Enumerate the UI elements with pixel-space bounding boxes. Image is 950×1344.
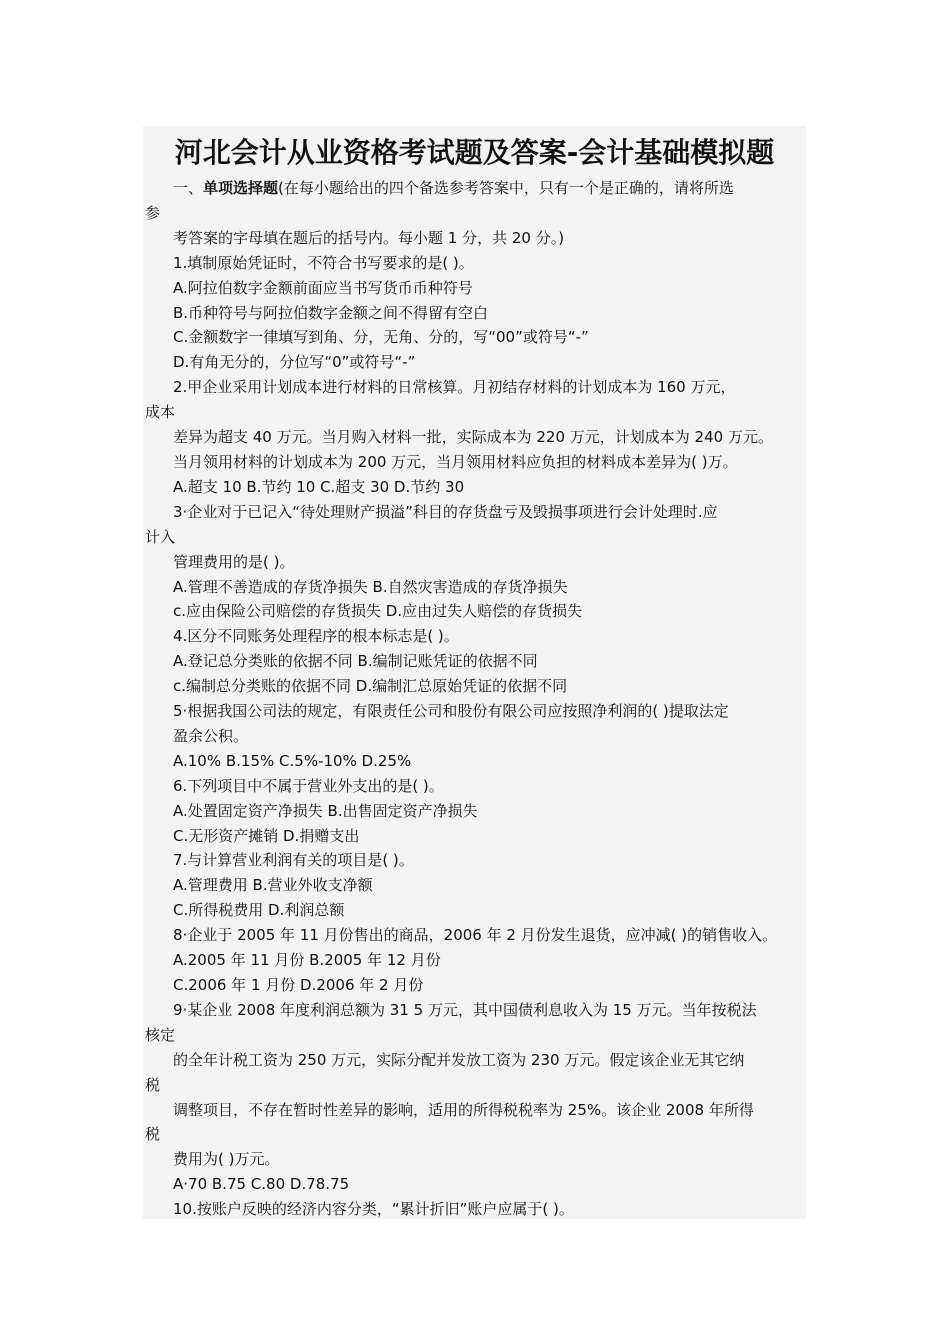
section-instruction: (在每小题给出的四个备选参考答案中，只有一个是正确的，请将所选 — [278, 179, 734, 197]
text-line: 调整项目，不存在暂时性差异的影响，适用的所得税税率为 25%。该企业 2008 年所得 — [173, 1100, 754, 1119]
text-line: C.金额数字一律填写到角、分，无角、分的，写“00”或符号“-” — [173, 328, 589, 347]
text-line: C.2006 年 1 月份 D.2006 年 2 月份 — [173, 976, 424, 994]
text-line: 7.与计算营业利润有关的项目是( )。 — [173, 851, 414, 870]
text-line: A.2005 年 11 月份 B.2005 年 12 月份 — [173, 951, 441, 970]
text-line: A.阿拉伯数字金额前面应当书写货币币种符号 — [173, 278, 473, 297]
text-line: 5·根据我国公司法的规定，有限责任公司和股份有限公司应按照净利润的( )提取法定 — [173, 702, 729, 721]
text-line: A·70 B.75 C.80 D.78.75 — [173, 1175, 350, 1194]
text-line: 的全年计税工资为 250 万元，实际分配并发放工资为 230 万元。假定该企业无其它纳 — [173, 1050, 745, 1069]
text-line: 10.按账户反映的经济内容分类，“累计折旧”账户应属于( )。 — [173, 1200, 574, 1219]
section-prefix: 一、 — [173, 179, 204, 197]
text-line: c.应由保险公司赔偿的存货损失 D.应由过失人赔偿的存货损失 — [173, 602, 583, 621]
text-line: A.10% B.15% C.5%-10% D.25% — [173, 751, 412, 770]
text-line: 2.甲企业采用计划成本进行材料的日常核算。月初结存材料的计划成本为 160 万元， — [173, 378, 736, 397]
text-line: D.有角无分的，分位写“0”或符号“-” — [173, 353, 416, 372]
section-type-label: 单项选择题 — [203, 179, 279, 197]
text-line: 6.下列项目中不属于营业外支出的是( )。 — [173, 776, 444, 795]
text-line: 当月领用材料的计划成本为 200 万元，当月领用材料应负担的材料成本差异为( )万。 — [173, 452, 738, 471]
document-body — [145, 176, 821, 1222]
text-line: c.编制总分类账的依据不同 D.编制汇总原始凭证的依据不同 — [173, 677, 568, 696]
text-line: 4.区分不同账务处理程序的根本标志是( )。 — [173, 627, 459, 646]
text-line: 3·企业对于已记入“待处理财产损溢”科目的存货盘亏及毁损事项进行会计处理时.应 — [173, 502, 718, 521]
text-line: 1.填制原始凭证时，不符合书写要求的是( )。 — [173, 253, 474, 272]
text-line: 费用为( )万元。 — [173, 1150, 280, 1169]
text-line: 计入 — [145, 527, 176, 546]
text-line: A.登记总分类账的依据不同 B.编制记账凭证的依据不同 — [173, 652, 538, 671]
text-line: 差异为超支 40 万元。当月购入材料一批，实际成本为 220 万元，计划成本为 240 万元。 — [173, 428, 773, 447]
text-line: 管理费用的是( )。 — [173, 552, 295, 571]
text-line: 税 — [145, 1075, 161, 1094]
document-title: 河北会计从业资格考试题及答案-会计基础模拟题 — [174, 136, 775, 169]
text-line: C.无形资产摊销 D.捐赠支出 — [173, 826, 360, 845]
text-line: 成本 — [145, 403, 176, 422]
text-line: B.币种符号与阿拉伯数字金额之间不得留有空白 — [173, 303, 489, 322]
text-line: A.管理不善造成的存货净损失 B.自然灾害造成的存货净损失 — [173, 577, 568, 596]
section-heading — [145, 176, 821, 201]
text-line: 税 — [145, 1125, 161, 1144]
text-line: 核定 — [145, 1025, 176, 1044]
text-line: A.管理费用 B.营业外收支净额 — [173, 876, 373, 895]
section-heading-wrap: 参 — [145, 203, 161, 222]
question-lines — [145, 251, 821, 1222]
text-line: A.处置固定资产净损失 B.出售固定资产净损失 — [173, 801, 478, 820]
text-line: C.所得税费用 D.利润总额 — [173, 901, 345, 920]
text-line: A.超支 10 B.节约 10 C.超支 30 D.节约 30 — [173, 477, 465, 496]
text-line: 9·某企业 2008 年度利润总额为 31 5 万元，其中国债利息收入为 15 万元。当年按税法 — [173, 1000, 757, 1019]
text-line: 盈余公积。 — [173, 726, 249, 745]
text-line: 8·企业于 2005 年 11 月份售出的商品，2006 年 2 月份发生退货，应冲减( )的销售收入。 — [173, 926, 778, 945]
section-heading-line2: 考答案的字母填在题后的括号内。每小题 1 分，共 20 分。) — [173, 228, 565, 247]
